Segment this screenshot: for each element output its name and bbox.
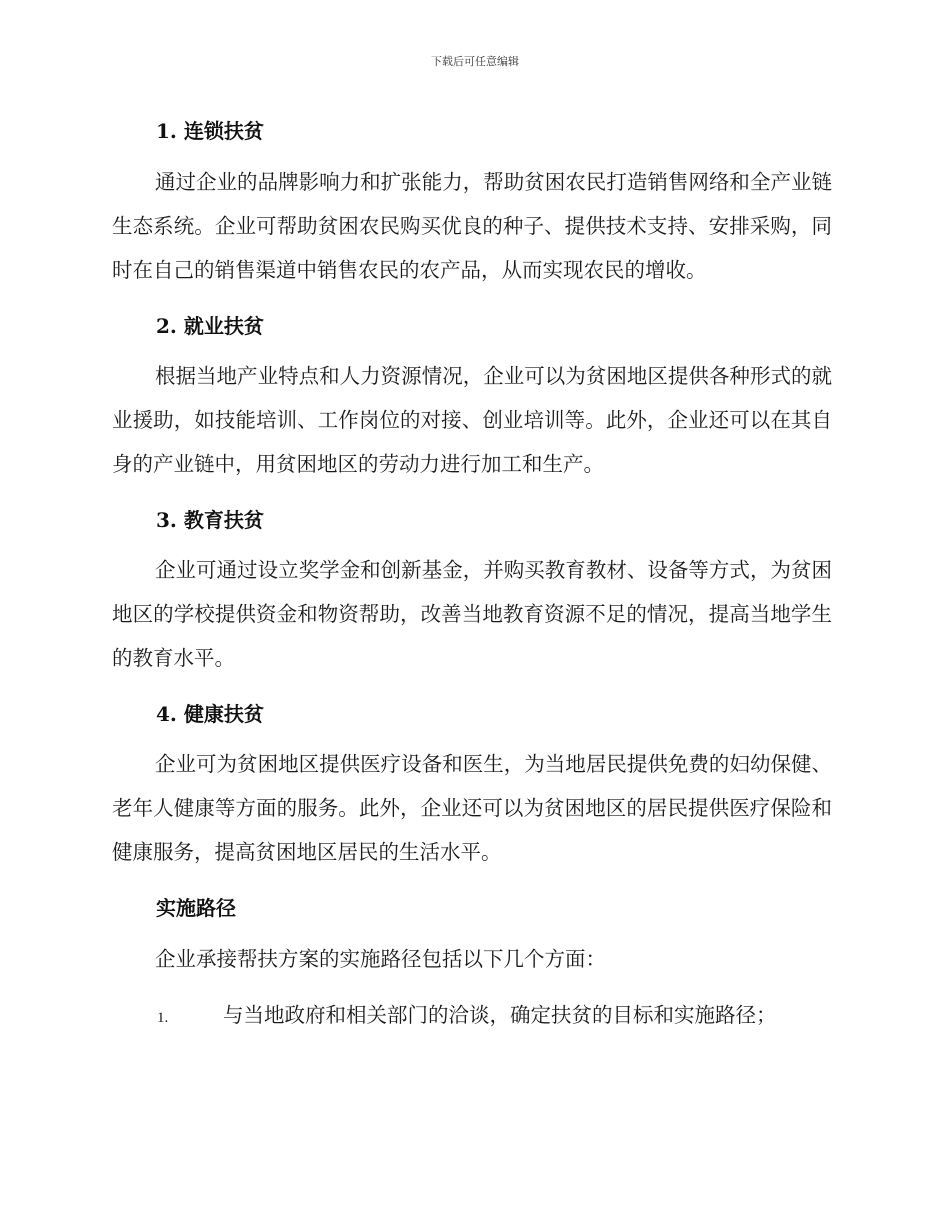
section-heading-implementation-path: 实施路径 bbox=[156, 896, 236, 920]
section-heading-employment-poverty-alleviation: 2. 就业扶贫 bbox=[156, 314, 264, 338]
section-body-implementation-path: 企业承接帮扶方案的实施路径包括以下几个方面： bbox=[155, 947, 606, 971]
section-body-education-poverty-alleviation: 企业可通过设立奖学金和创新基金，并购买教育教材、设备等方式，为贫困地区的学校提供资金和物资帮助，改善当地教育资源不足的情况，提高当地学生的教育水平。 bbox=[112, 558, 832, 670]
section-body-chain-poverty-alleviation: 通过企业的品牌影响力和扩张能力，帮助贫困农民打造销售网络和全产业链生态系统。企业可帮助贫困农民购买优良的种子、提供技术支持、安排采购，同时在自己的销售渠道中销售农民的农产品，从而实现农民的增收。 bbox=[112, 170, 832, 282]
section-body-employment-poverty-alleviation: 根据当地产业特点和人力资源情况，企业可以为贫困地区提供各种形式的就业援助，如技能培训、工作岗位的对接、创业培训等。此外，企业还可以在其自身的产业链中，用贫困地区的劳动力进行加工和生产。 bbox=[112, 364, 832, 476]
page-header: 下载后可任意编辑 bbox=[431, 55, 519, 68]
list-item-text: 与当地政府和相关部门的洽谈，确定扶贫的目标和实施路径； bbox=[223, 1003, 777, 1027]
section-heading-health-poverty-alleviation: 4. 健康扶贫 bbox=[156, 702, 264, 726]
list-item bbox=[157, 998, 777, 1035]
section-body-health-poverty-alleviation: 企业可为贫困地区提供医疗设备和医生，为当地居民提供免费的妇幼保健、老年人健康等方面的服务。此外，企业还可以为贫困地区的居民提供医疗保险和健康服务，提高贫困地区居民的生活水平。 bbox=[112, 752, 832, 864]
list-item-number: 1. bbox=[157, 1010, 169, 1026]
section-heading-education-poverty-alleviation: 3. 教育扶贫 bbox=[156, 508, 264, 532]
section-heading-chain-poverty-alleviation: 1. 连锁扶贫 bbox=[156, 119, 264, 143]
